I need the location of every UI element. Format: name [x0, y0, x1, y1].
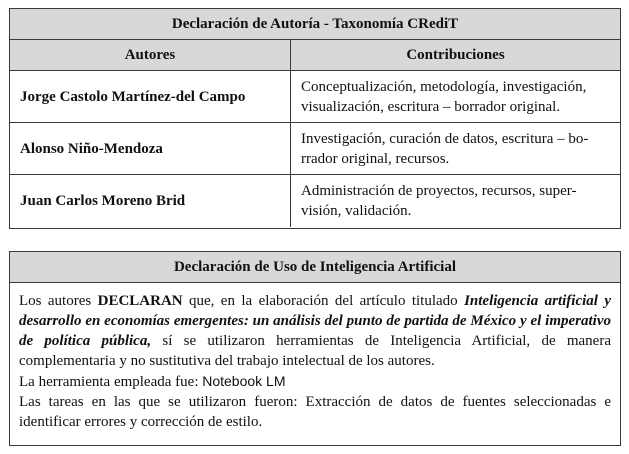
author-contributions [291, 175, 621, 228]
declaration-paragraph [19, 291, 611, 371]
authors-column-header: Autores [10, 40, 291, 71]
text-segment: Los autores [19, 293, 98, 309]
tool-line [19, 371, 611, 392]
credit-table [10, 40, 620, 227]
author-name: Alonso Niño-Mendoza [10, 123, 291, 175]
text-segment: sí se utilizaron herramientas de Inteligencia Artificial, de manera complementaria y no sustitutiva del trabajo intelectual de los autores. [19, 333, 611, 369]
ai-declaration-body [10, 283, 620, 432]
table-row [10, 175, 620, 228]
contrib-line: visión, validación. [301, 203, 412, 219]
contributions-column-header: Contribuciones [291, 40, 621, 71]
declare-emphasis: DECLARAN [97, 293, 183, 309]
author-name: Jorge Castolo Martínez-del Campo [10, 71, 291, 123]
tasks-paragraph: Las tareas en las que se utilizaron fueron: Extracción de datos de fuentes seleccionadas e identificar errores y corrección de estilo. [19, 394, 611, 430]
tool-label: La herramienta empleada fue: [19, 374, 203, 390]
table-row [10, 123, 620, 175]
article-title: Inteligencia artificial y desarrollo en economías emergentes: un análisis del punto de partida de México y el imperativo de política pública, [19, 293, 611, 349]
contrib-line: visualización, escritura – borrador original. [301, 98, 561, 115]
ai-declaration-title: Declaración de Uso de Inteligencia Artificial [10, 252, 620, 283]
author-contributions [291, 123, 621, 175]
contrib-line: Administración de proyectos, recursos, super- [301, 183, 577, 199]
credit-declaration-table [9, 8, 621, 229]
ai-use-declaration [9, 251, 621, 446]
contrib-line: rrador original, recursos. [301, 150, 450, 167]
author-name: Juan Carlos Moreno Brid [10, 175, 291, 228]
text-segment: que, en la elaboración del artículo titulado [182, 293, 465, 309]
author-contributions [291, 71, 621, 123]
table-row [10, 71, 620, 123]
credit-table-title: Declaración de Autoría - Taxonomía CRediT [10, 9, 620, 40]
contrib-line: Investigación, curación de datos, escritura – bo- [301, 130, 589, 147]
contrib-line: Conceptualización, metodología, investigación, [301, 78, 587, 95]
tool-name: Notebook LM [202, 373, 286, 389]
